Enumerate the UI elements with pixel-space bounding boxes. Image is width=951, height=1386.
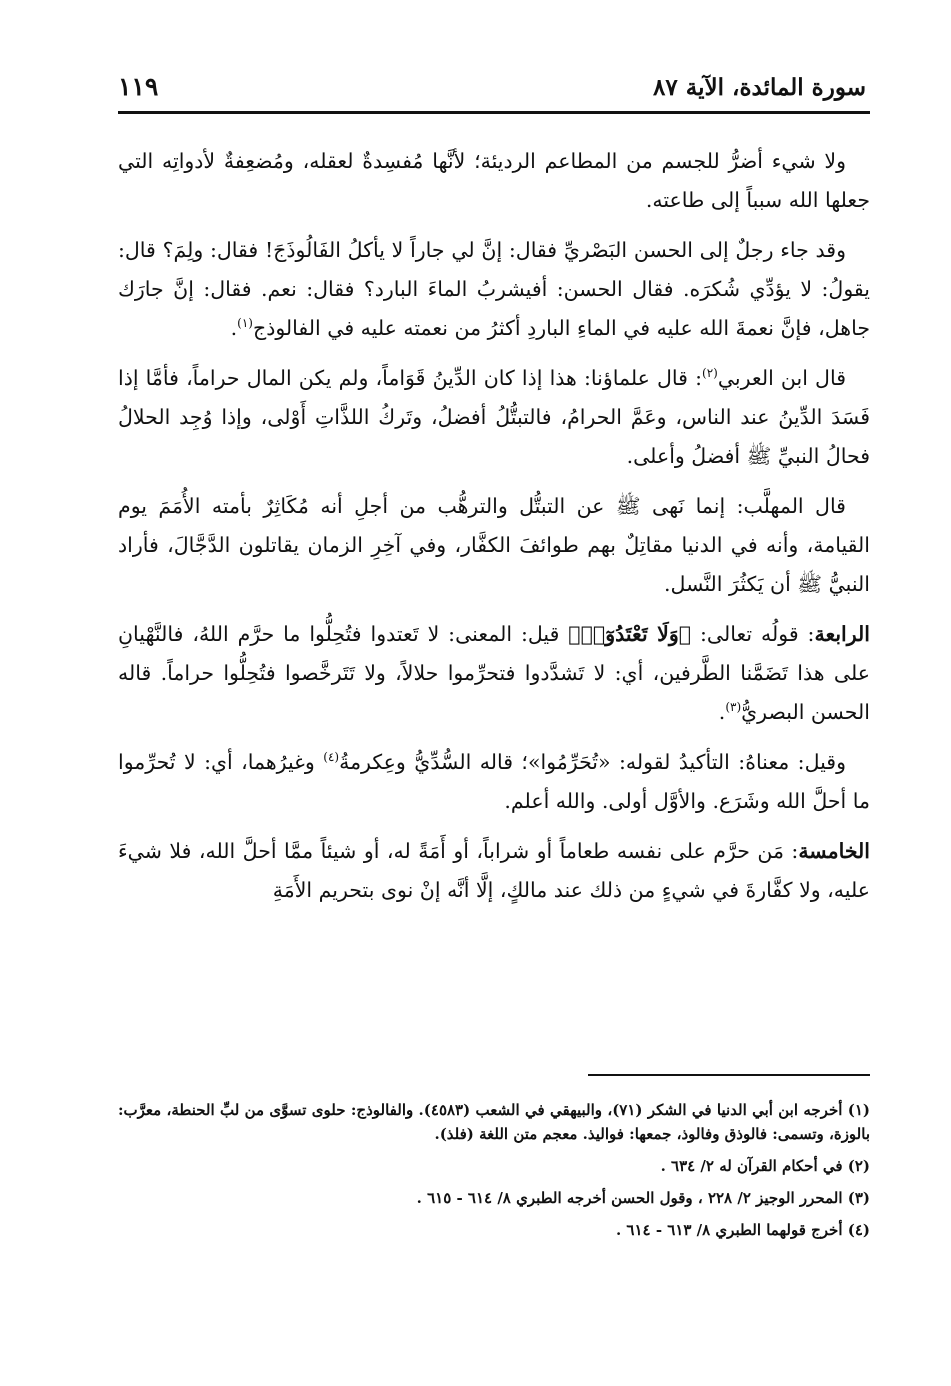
header-rule (118, 111, 870, 114)
footnote: (٢) في أحكام القرآن له ٢/ ٦٣٤ . (660, 1157, 870, 1175)
quran-verse: ﴿وَلَا تَعْتَدُوٓا۟﴾ (568, 622, 692, 646)
footnote-ref[interactable]: (١) (237, 316, 253, 331)
page-number: ١١٩ (118, 72, 159, 101)
paragraph-text: : مَن حرَّم على نفسه طعاماً أو شراباً، أو أَمَةً له، أو شيئاً ممَّا أحلَّ الله، فلا شيءَ عليه، ولا كفَّارةَ في شيءٍ من ذلك عند مالكٍ، إلَّا أنَّه إنْ نوى بتحريم الأَمَةِ (118, 839, 870, 902)
paragraph-text: وقد جاء رجلٌ إلى الحسن البَصْريِّ فقال: إنَّ لي جاراً لا يأكلُ الفَالُوذَجَ! فقال: ولِمَ؟ قال: يقولُ: لا يؤدِّي شُكرَه. فقال الحسن: أفيشربُ الماءَ البارد؟ فقال: نعم. فقال: إنَّ جارَك جاهل، فإنَّ نعمةَ الله عليه في الماءِ الباردِ أكثرُ من نعمته عليه في الفالوذج (118, 238, 870, 340)
paragraph-end: . (230, 316, 238, 340)
paragraph-text: قيل: المعنى: لا تَعتدوا فتُحِلُّوا ما حرَّم اللهُ، فالنَّهْيانِ على هذا تَضَمَّنا الطَّرفين، أي: لا تَشدَّدوا فتحرِّموا حلالاً، ولا تَتَرخَّصوا فتُحِلُّوا حراماً. قاله الحسن البصريُّ (118, 622, 870, 724)
issue-heading: الخامسة (798, 839, 870, 863)
footnote-ref[interactable]: (٣) (725, 700, 742, 715)
paragraph-text: : قولُه تعالى: (691, 622, 815, 646)
footnote: (٣) المحرر الوجيز ٢/ ٢٢٨ ، وقول الحسن أخرجه الطبري ٨/ ٦١٤ - ٦١٥ . (416, 1189, 870, 1207)
paragraph (118, 743, 870, 821)
footnote-ref[interactable]: (٢) (702, 366, 718, 381)
issue-heading: الرابعة (814, 622, 870, 646)
paragraph-text: قال ابن العربي (717, 366, 846, 390)
paragraph (118, 487, 870, 604)
page-header (118, 68, 866, 108)
paragraph-text: وغيرُهما، أي: لا تُحرِّموا ما أحلَّ الله وشَرَع. والأوَّل أولى. والله أعلم. (118, 750, 870, 813)
paragraph (118, 359, 870, 476)
paragraph-text: قال المهلَّب: إنما نَهى ﷺ عن التبتُّل والترهُّب من أجلِ أنه مُكَاثِرٌ بأمته الأُمَمَ يوم القيامة، وأنه في الدنيا مقاتِلٌ بهم طوائفَ الكفَّار، وفي آخِرِ الزمان يقاتلون الدَّجَّالَ، فأراد النبيُّ ﷺ أن يَكثُرَ النَّسل. (118, 494, 870, 596)
paragraph (118, 832, 870, 910)
main-text (118, 142, 870, 921)
paragraph (118, 615, 870, 732)
paragraph-text: : قال علماؤنا: هذا إذا كان الدِّينُ قَوَاماً، ولم يكن المال حراماً، فأمَّا إذا فَسَدَ الدِّينُ عند الناس، وعَمَّ الحرامُ، فالتبتُّلُ أفضلُ، وتَركُ اللذَّاتِ أَوْلى، وإذا وُجِد الحلالُ فحالُ النبيِّ ﷺ أفضلُ وأعلى. (118, 366, 870, 468)
footnotes (118, 1098, 870, 1250)
paragraph (118, 142, 870, 220)
footnote-separator (588, 1074, 870, 1076)
paragraph-end: . (718, 700, 726, 724)
surah-title: سورة المائدة، الآية ٨٧ (653, 74, 866, 101)
footnote-ref[interactable]: (٤) (323, 750, 340, 765)
paragraph-text: وقيل: معناهُ: التأكيدُ لقوله: «تُحَرِّمُوا»؛ قاله السُّدِّيُّ وعِكرمةُ (339, 750, 846, 774)
paragraph (118, 231, 870, 348)
footnote: (١) أخرجه ابن أبي الدنيا في الشكر (٧١)، والبيهقي في الشعب (٤٥٨٣). والفالوذج: حلوى تسوَّى من لبِّ الحنطة، معرَّب: بالوزة، وتسمى: فالوذق وفالوذ، جمعها: فواليذ. معجم متن اللغة (فلذ). (118, 1101, 870, 1143)
footnote: (٤) أخرج قولهما الطبري ٨/ ٦١٣ - ٦١٤ . (615, 1221, 870, 1239)
paragraph-text: ولا شيء أضرُّ للجسم من المطاعم الرديئة؛ لأنَّها مُفسِدةٌ لعقله، ومُضعِفةٌ لأدواتِه التي جعلها الله سبباً إلى طاعته. (118, 149, 870, 212)
